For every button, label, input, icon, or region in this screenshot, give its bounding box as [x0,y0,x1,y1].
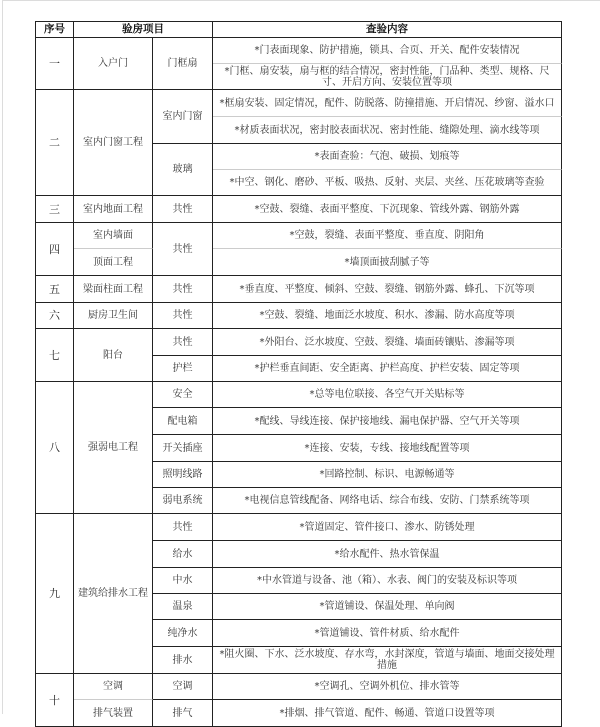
check-content: *空鼓，裂缝、表面平整度、垂直度、阴阳角 [213,223,562,249]
section-index: 二 [36,90,74,196]
subitem-name: 共性 [153,196,213,223]
subitem-name: 共性 [153,329,213,356]
section-index: 一 [36,38,74,90]
check-content: *材质表面状况，密封胶表面状况、密封性能、缝隙处理、滴水线等项 [213,117,562,144]
section-item: 空调 [74,674,153,700]
table-row [36,276,562,303]
table-row [36,249,562,276]
check-content: *给水配件、热水管保温 [213,541,562,568]
subitem-name: 给水 [153,541,213,568]
check-content: *空鼓、裂缝、表面平整度、下沉现象、管线外露、钢筋外露 [213,196,562,223]
subitem-name: 配电箱 [153,408,213,435]
section-item: 顶面工程 [74,249,153,276]
subitem-name: 安全 [153,382,213,408]
check-content: *护栏垂直间距、安全距离、护栏高度、护栏安装、固定等项 [213,356,562,382]
section-item: 入户门 [74,38,153,90]
check-content: *中水管道与设备、池（箱）、水表、阀门的安装及标识等项 [213,568,562,594]
table-row [36,196,562,223]
subitem-name: 纯净水 [153,620,213,647]
subitem-name: 弱电系统 [153,488,213,514]
section-item: 建筑给排水工程 [74,514,153,674]
subitem-name: 开关插座 [153,435,213,462]
subitem-name: 空调 [153,674,213,700]
section-item: 室内门窗工程 [74,90,153,196]
section-index: 六 [36,303,74,329]
check-content: *排烟、排气管道、配件、畅通、管道口设置等项 [213,700,562,727]
check-content: *管道固定、管件接口、渗水、防锈处理 [213,514,562,541]
table-row [36,674,562,700]
check-content: *垂直度、平整度、倾斜、空鼓、裂缝、钢筋外露、蜂孔、下沉等项 [213,276,562,303]
subitem-name: 温泉 [153,594,213,620]
subitem-name: 共性 [153,514,213,541]
subitem-name: 门框扇 [153,38,213,90]
section-item: 排气装置 [74,700,153,727]
subitem-name: 照明线路 [153,462,213,488]
check-content: *门表面现象、防护措施，锁具、合页、开关、配件安装情况 [213,38,562,64]
check-content: *中空、钢化、磨砂、平板、吸热、反射、夹层、夹丝、压花玻璃等查验 [213,170,562,196]
subitem-name: 玻璃 [153,144,213,196]
table-row [36,303,562,329]
check-content: *管道铺设、管件材质、给水配件 [213,620,562,647]
table-row [36,90,562,117]
check-content: *墙顶面披刮腻子等 [213,249,562,276]
check-content: *配线、导线连接、保护接地线、漏电保护器、空气开关等项 [213,408,562,435]
check-content: *阻火圈、下水、泛水坡度、存水弯，水封深度，管道与墙面、地面交接处理措施 [213,647,562,674]
subitem-name: 中水 [153,568,213,594]
check-content: *管道铺设、保温处理、单向阀 [213,594,562,620]
section-item: 室内墙面 [74,223,153,249]
check-content: *门框、扇安装，扇与框的结合情况，密封性能，门品种、类型、规格、尺寸、开启方向、安装位置等项 [213,64,562,90]
check-content: *外阳台、泛水坡度、空鼓、裂缝、墙面砖镶贴、渗漏等项 [213,329,562,356]
section-index: 八 [36,382,74,514]
check-content: *回路控制、标识、电源畅通等 [213,462,562,488]
section-index: 九 [36,514,74,674]
header-content: 查验内容 [213,22,562,38]
subitem-name: 共性 [153,276,213,303]
subitem-name: 共性 [153,303,213,329]
check-content: *框扇安装、固定情况，配件、防脱落、防撞措施、开启情况、纱窗、溢水口 [213,90,562,117]
table-row [36,514,562,541]
subitem-name: 共性 [153,223,213,276]
section-index: 三 [36,196,74,223]
section-item: 阳台 [74,329,153,382]
section-item: 室内地面工程 [74,196,153,223]
subitem-name: 排水 [153,647,213,674]
table-row [36,38,562,64]
check-content: *空调孔、空调外机位、排水管等 [213,674,562,700]
section-index: 五 [36,276,74,303]
table-row [36,329,562,356]
section-index: 七 [36,329,74,382]
subitem-name: 排气 [153,700,213,727]
section-item: 强弱电工程 [74,382,153,514]
check-content: *表面查验：气泡、破损、划痕等 [213,144,562,170]
section-index: 四 [36,223,74,276]
inspection-table [35,21,562,727]
header-index: 序号 [36,22,74,38]
section-index: 十 [36,674,74,727]
section-item: 梁面柱面工程 [74,276,153,303]
check-content: *总等电位联接、各空气开关贴标等 [213,382,562,408]
check-content: *连接、安装，专线、接地线配置等项 [213,435,562,462]
header-item: 验房项目 [74,22,213,38]
table-header-row [36,22,562,38]
subitem-name: 护栏 [153,356,213,382]
check-content: *空鼓、裂缝、地面泛水坡度、积水、渗漏、防水高度等项 [213,303,562,329]
subitem-name: 室内门窗 [153,90,213,144]
table-row [36,382,562,408]
section-item: 厨房卫生间 [74,303,153,329]
check-content: *电视信息管线配备、网络电话、综合布线、安防、门禁系统等项 [213,488,562,514]
table-row [36,223,562,249]
